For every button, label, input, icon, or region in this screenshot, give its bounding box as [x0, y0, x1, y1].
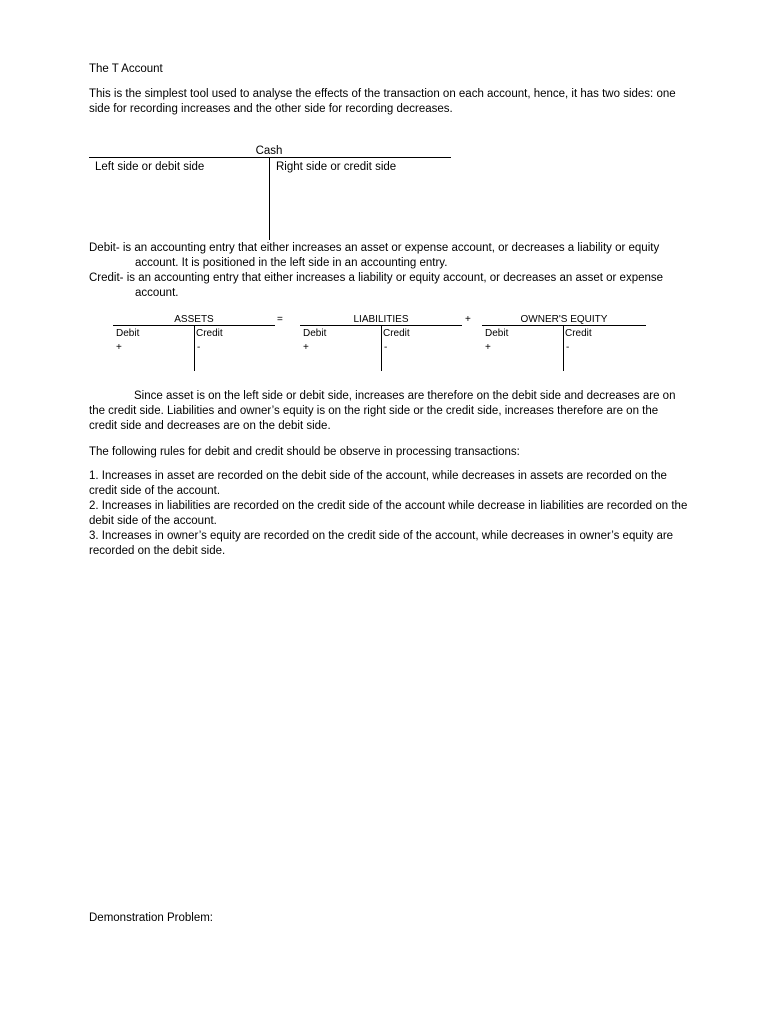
rules-intro-paragraph: [89, 445, 689, 460]
debit-sign: +: [116, 342, 122, 353]
t-account-top-line: [89, 157, 451, 158]
debit-label: Debit: [116, 328, 140, 339]
equation-account-owners-equity: [482, 313, 646, 371]
credit-label: Credit: [383, 328, 410, 339]
intro-paragraph: [89, 87, 689, 117]
definitions: [89, 241, 689, 301]
t-account-left-label: Left side or debit side: [95, 161, 205, 173]
debit-label: Debit: [485, 328, 509, 339]
explanation-paragraph: [89, 389, 689, 434]
equals-operator: =: [277, 314, 283, 325]
rule-item: 2. Increases in liabilities are recorded on the credit side of the account while decrease in liabilities are recorded on the debit side of the account.: [89, 500, 688, 527]
accounting-equation: [113, 313, 648, 371]
account-name: LIABILITIES: [353, 314, 409, 325]
page-title: The T Account: [89, 63, 163, 75]
explanation-text: Since asset is on the left side or debit side, increases are therefore on the debit side and decreases are on the credit side. Liabilities and owner’s equity is on the right side or the credit side, increases therefore are on the credit side and decreases are on the debit side.: [89, 390, 676, 432]
rules-intro-text: The following rules for debit and credit should be observe in processing transactions:: [89, 446, 520, 458]
credit-definition: Credit- is an accounting entry that either increases a liability or equity account, or decreases an asset or expense account.: [89, 272, 664, 299]
equation-account-assets: [113, 313, 275, 371]
debit-sign: +: [303, 342, 309, 353]
t-account-right-label: Right side or credit side: [276, 161, 397, 173]
rules-list: [89, 469, 689, 559]
debit-sign: +: [485, 342, 491, 353]
credit-sign: -: [197, 342, 201, 353]
credit-label: Credit: [565, 328, 592, 339]
equation-account-liabilities: [300, 313, 462, 371]
credit-label: Credit: [196, 328, 223, 339]
rule-item: 1. Increases in asset are recorded on the debit side of the account, while decreases in assets are recorded on the credit side of the account.: [89, 470, 667, 497]
credit-sign: -: [566, 342, 570, 353]
rule-item: 3. Increases in owner’s equity are recorded on the credit side of the account, while decreases in owner’s equity are recorded on the debit side.: [89, 530, 674, 557]
account-name: OWNER'S EQUITY: [520, 314, 608, 325]
debit-definition: Debit- is an accounting entry that either increases an asset or expense account, or decreases a liability or equity account. It is positioned in the left side in an accounting entry.: [89, 242, 660, 269]
debit-label: Debit: [303, 328, 327, 339]
t-account-divider: [269, 158, 270, 240]
demo-heading: Demonstration Problem:: [89, 912, 213, 924]
plus-operator: +: [465, 314, 471, 325]
cash-t-account: [89, 144, 451, 240]
account-name: ASSETS: [174, 314, 214, 325]
credit-sign: -: [384, 342, 388, 353]
intro-text: This is the simplest tool used to analyse the effects of the transaction on each account, hence, it has two sides: one side for recording increases and the other side for recording decreases.: [89, 88, 676, 115]
t-account-name: Cash: [255, 145, 283, 157]
